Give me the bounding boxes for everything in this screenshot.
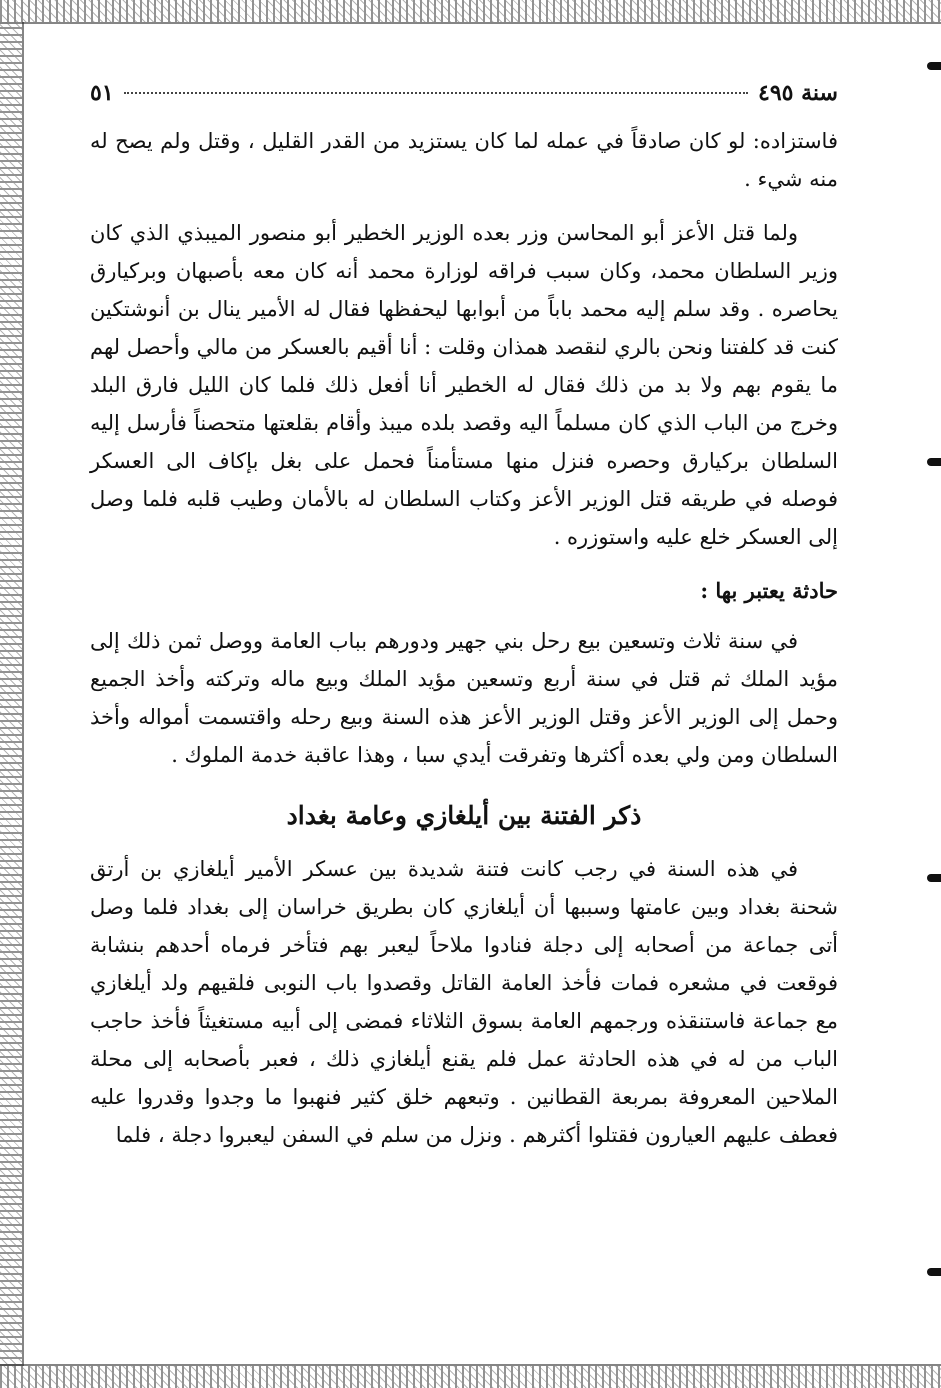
paragraph-3: في سنة ثلاث وتسعين بيع رحل بني جهير ودورهم بباب العامة ووصل ثمن ذلك إلى مؤيد الملك ثم قتل في سنة أربع وتسعين مؤيد الملك وبيع ماله وتركته وأخذ الجميع وحمل إلى الوزير الأعز وقتل الوزير الأعز هذه السنة وبيع رحله واقتسمت أمواله وأخذ السلطان ومن ولي بعده أكثرها وتفرقت أيدي سبا ، وهذا عاقبة خدمة الملوك . <box>90 629 839 767</box>
running-header <box>90 80 838 122</box>
edge-mark <box>927 1268 941 1276</box>
edge-mark <box>927 458 941 466</box>
paragraph-2: ولما قتل الأعز أبو المحاسن وزر بعده الوزير الخطير أبو منصور الميبذي الذي كان وزير السلطان محمد، وكان سبب فراقه لوزارة محمد أنه كان معه بأصبهان وبركيارق يحاصره . وقد سلم إليه محمد باباً من أبوابها ليحفظها فقال له الأمير ينال بن أنوشتكين كنت قد كلفتنا ونحن بالري لنقصد همذان وقلت : أنا أقيم بالعسكر من مالي وأحصل لهم ما يقوم بهم ولا بد من ذلك فقال له الخطير أنا أفعل ذلك فلما كان الليل فارق البلد وخرج من الباب الذي كان مسلماً اليه وقصد بلده ميبذ وأقام بقلعتها متحصناً فأرسل إليه السلطان بركيارق وحصره فنزل منها مستأمناً فحمل على بغل بإكاف الى العسكر فوصله في طريقه قتل الوزير الأعز وكتاب السلطان له بالأمان وطيب قلبه فلما وصل إلى العسكر خلع عليه واستوزره . <box>90 221 838 549</box>
section-title: ذكر الفتنة بين أيلغازي وعامة بغداد <box>286 801 642 830</box>
subheading-lesson: حادثة يعتبر بها : <box>700 578 838 603</box>
paragraph-4: في هذه السنة في رجب كانت فتنة شديدة بين عسكر الأمير أيلغازي بن أرتق شحنة بغداد وبين عامتها وسببها أن أيلغازي كان بطريق خراسان إلى بغداد فلما وصل أتى جماعة من أصحابه إلى دجلة فنادوا ملاحاً ليعبر بهم فتأخر فرماه أحدهم بنشابة فوقعت في مشعره فمات فأخذ العامة القاتل وقصدوا باب النوبى فلقيهم ولد أيلغازي مع جماعة فاستنقذه ورجمهم العامة بسوق الثلاثاء فمضى إلى أبيه مستغيثاً فأخذ حاجب الباب من له في هذه الحادثة عمل فلم يقنع أيلغازي ذلك ، فعبر بأصحابه إلى محلة الملاحين المعروفة بمربعة القطانين . وتبعهم خلق كثير فنهبوا ما وجدوا وقدروا عليه فعطف عليهم العيارون فقتلوا أكثرهم . ونزل من سلم في السفن ليعبروا دجلة ، فلما <box>90 857 838 1147</box>
page-number: ٥١ <box>90 80 114 106</box>
paragraph-1: فاستزاده: لو كان صادقاً في عمله لما كان يستزيد من القدر القليل ، وقتل ولم يصح له منه شيء . <box>90 129 838 191</box>
decorative-border-top <box>0 0 941 24</box>
header-dotted-leader <box>124 92 748 94</box>
edge-mark <box>927 874 941 882</box>
page-content <box>90 80 838 1154</box>
edge-mark <box>927 62 941 70</box>
decorative-border-bottom <box>0 1364 941 1388</box>
header-year: سنة ٤٩٥ <box>758 80 838 106</box>
decorative-border-left <box>0 22 24 1366</box>
